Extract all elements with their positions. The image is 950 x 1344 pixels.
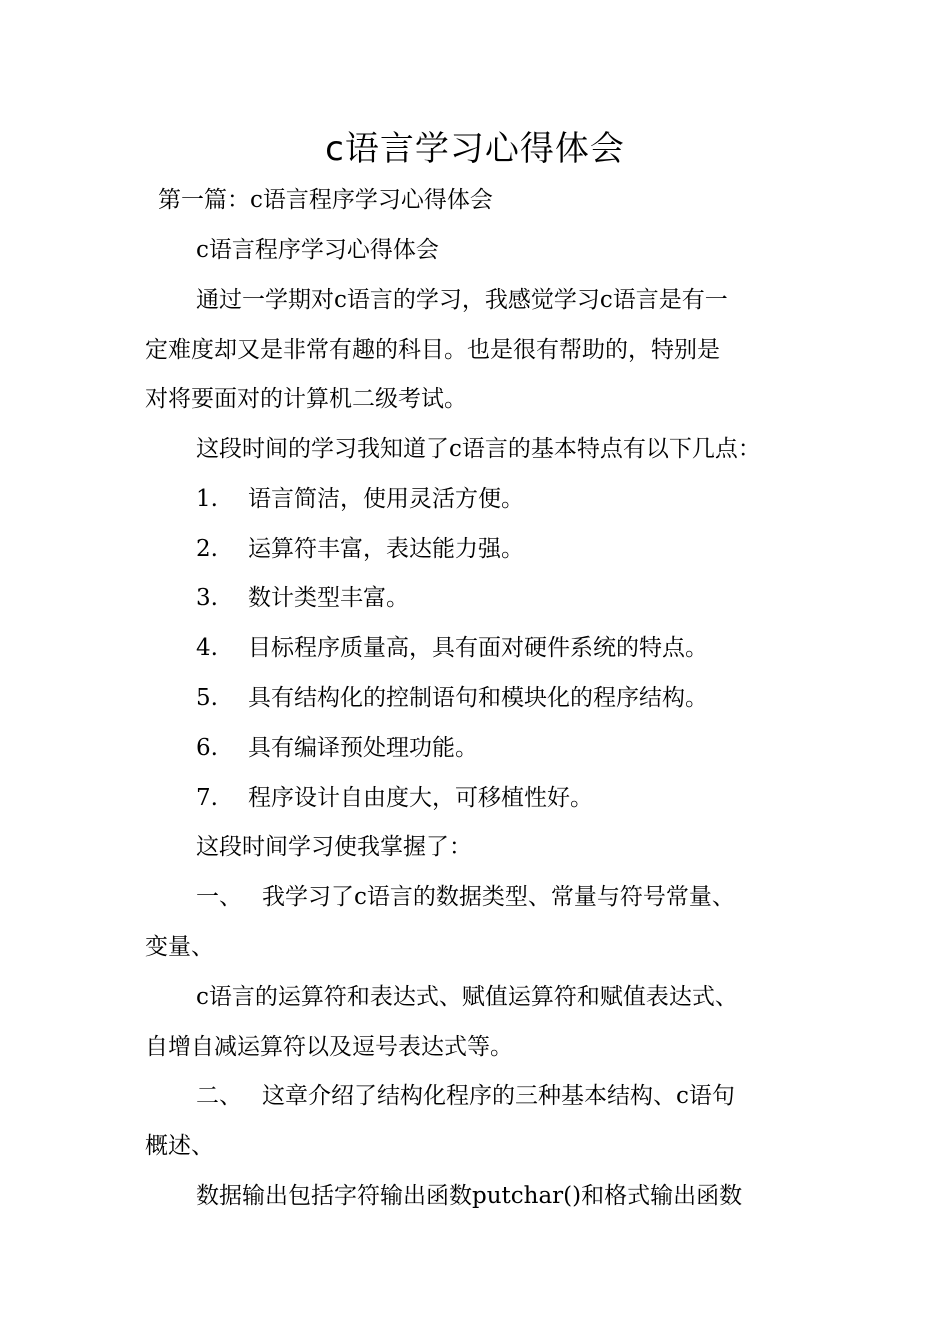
paragraph-line: 这段时间的学习我知道了c语言的基本特点有以下几点： — [196, 436, 761, 462]
document-title: c语言学习心得体会 — [325, 129, 625, 169]
list-number: 5. — [196, 685, 218, 711]
list-text: 具有编译预处理功能。 — [248, 735, 478, 761]
list-text: 运算符丰富，表达能力强。 — [248, 536, 524, 562]
section-text: 这章介绍了结构化程序的三种基本结构、c语句 — [262, 1083, 735, 1109]
list-item — [196, 482, 866, 516]
list-number: 3. — [196, 585, 218, 611]
section-item — [196, 1079, 866, 1113]
section-marker: 一、 — [196, 884, 242, 910]
list-item — [196, 581, 866, 615]
list-item — [196, 631, 866, 665]
list-item — [196, 781, 866, 815]
paragraph-line: 这段时间学习使我掌握了： — [196, 834, 472, 860]
list-text: 目标程序质量高，具有面对硬件系统的特点。 — [248, 635, 708, 661]
section-item — [196, 880, 866, 914]
paragraph-line: 数据输出包括字符输出函数putchar()和格式输出函数 — [196, 1183, 743, 1209]
list-item — [196, 681, 866, 715]
paragraph-line: 通过一学期对c语言的学习，我感觉学习c语言是有一 — [196, 287, 728, 313]
list-item — [196, 731, 866, 765]
paragraph-line: 变量、 — [145, 934, 214, 960]
section-heading: 第一篇：c语言程序学习心得体会 — [158, 187, 493, 213]
section-marker: 二、 — [196, 1083, 242, 1109]
paragraph-line: c语言的运算符和表达式、赋值运算符和赋值表达式、 — [196, 984, 738, 1010]
paragraph-line: 自增自减运算符以及逗号表达式等。 — [145, 1034, 513, 1060]
list-text: 语言简洁，使用灵活方便。 — [248, 486, 524, 512]
paragraph-line: 定难度却又是非常有趣的科目。也是很有帮助的，特别是 — [145, 337, 720, 363]
section-text: 我学习了c语言的数据类型、常量与符号常量、 — [262, 884, 735, 910]
paragraph-line: c语言程序学习心得体会 — [196, 237, 439, 263]
list-text: 程序设计自由度大，可移植性好。 — [248, 785, 593, 811]
list-text: 具有结构化的控制语句和模块化的程序结构。 — [248, 685, 708, 711]
list-number: 2. — [196, 536, 218, 562]
list-number: 6. — [196, 735, 218, 761]
list-number: 4. — [196, 635, 218, 661]
paragraph-line: 概述、 — [145, 1133, 214, 1159]
list-text: 数计类型丰富。 — [248, 585, 409, 611]
list-item — [196, 532, 866, 566]
list-number: 7. — [196, 785, 218, 811]
paragraph-line: 对将要面对的计算机二级考试。 — [145, 386, 467, 412]
list-number: 1. — [196, 486, 218, 512]
